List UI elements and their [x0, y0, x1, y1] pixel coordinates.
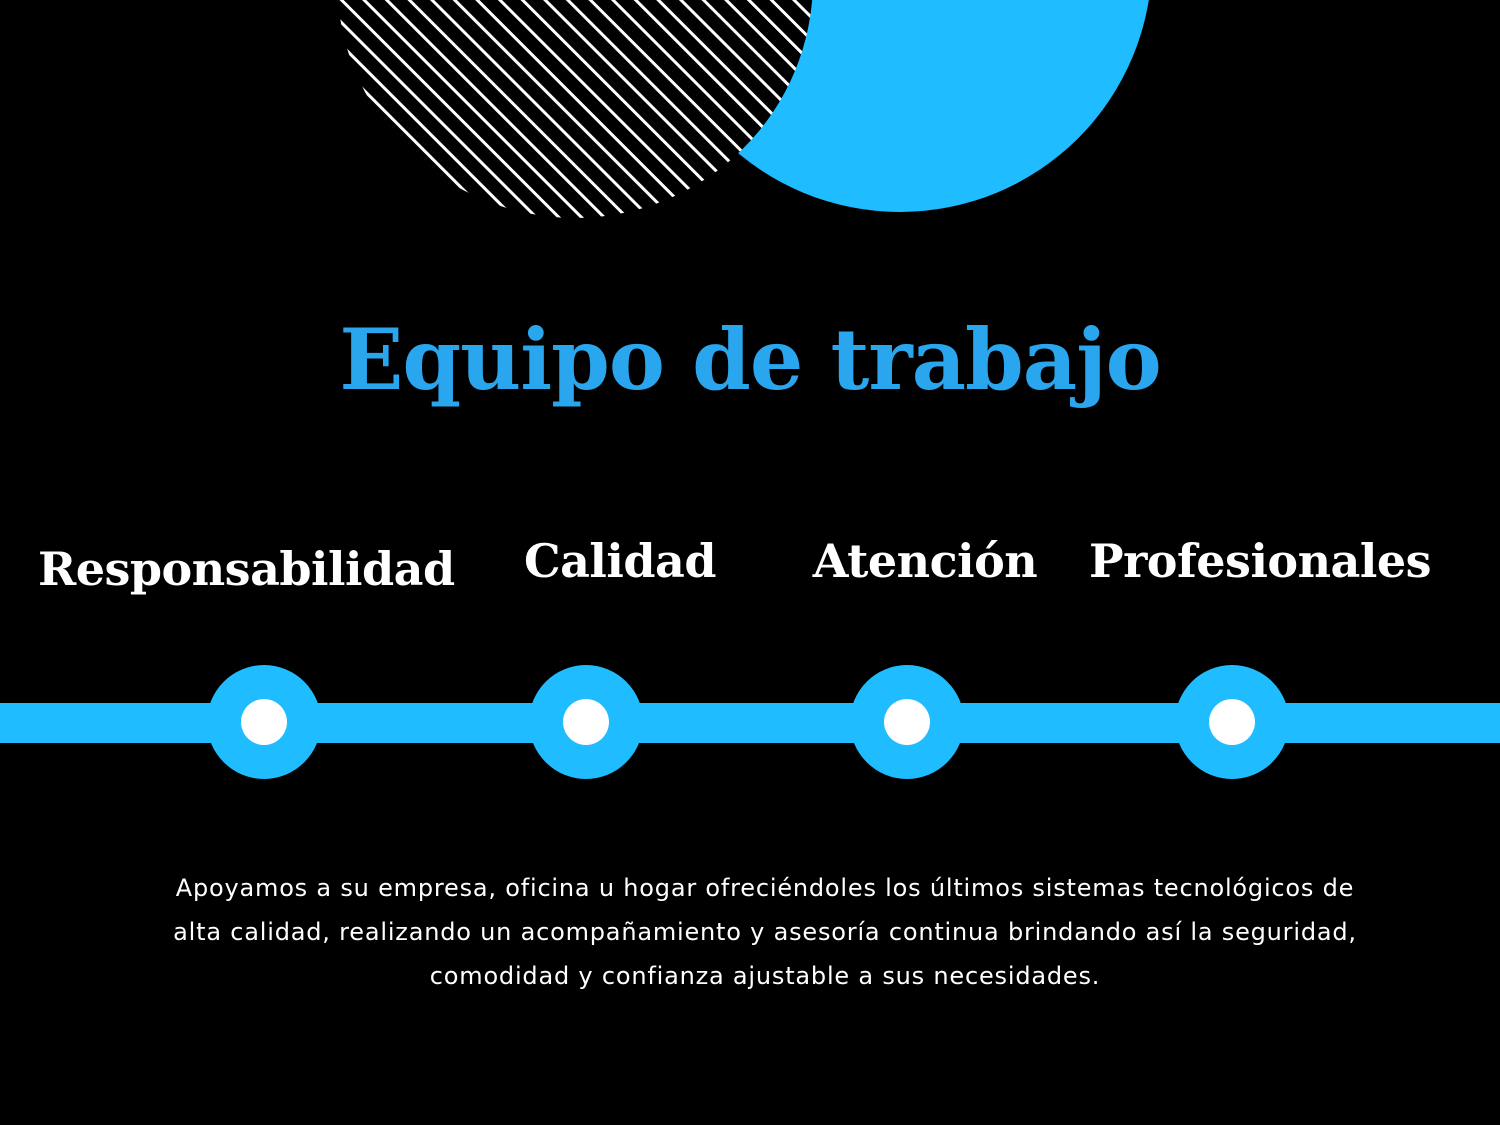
page-title: Equipo de trabajo	[339, 310, 1161, 409]
timeline-node-dot-1	[241, 699, 287, 745]
value-label-atencion: Atención	[812, 534, 1038, 588]
timeline-node-dot-4	[1209, 699, 1255, 745]
timeline-node-dot-2	[563, 699, 609, 745]
value-label-calidad: Calidad	[524, 534, 716, 588]
value-label-profesionales: Profesionales	[1088, 534, 1431, 588]
description-text: Apoyamos a su empresa, oficina u hogar ofreciéndoles los últimos sistemas tecnológicos de alta calidad, realizando un acompañamiento y asesoría continua brindando así la seguridad, comodidad y confianza ajustable a sus necesidades.	[173, 874, 1357, 990]
timeline-node-dot-3	[884, 699, 930, 745]
value-label-responsabilidad: Responsabilidad	[38, 542, 455, 596]
